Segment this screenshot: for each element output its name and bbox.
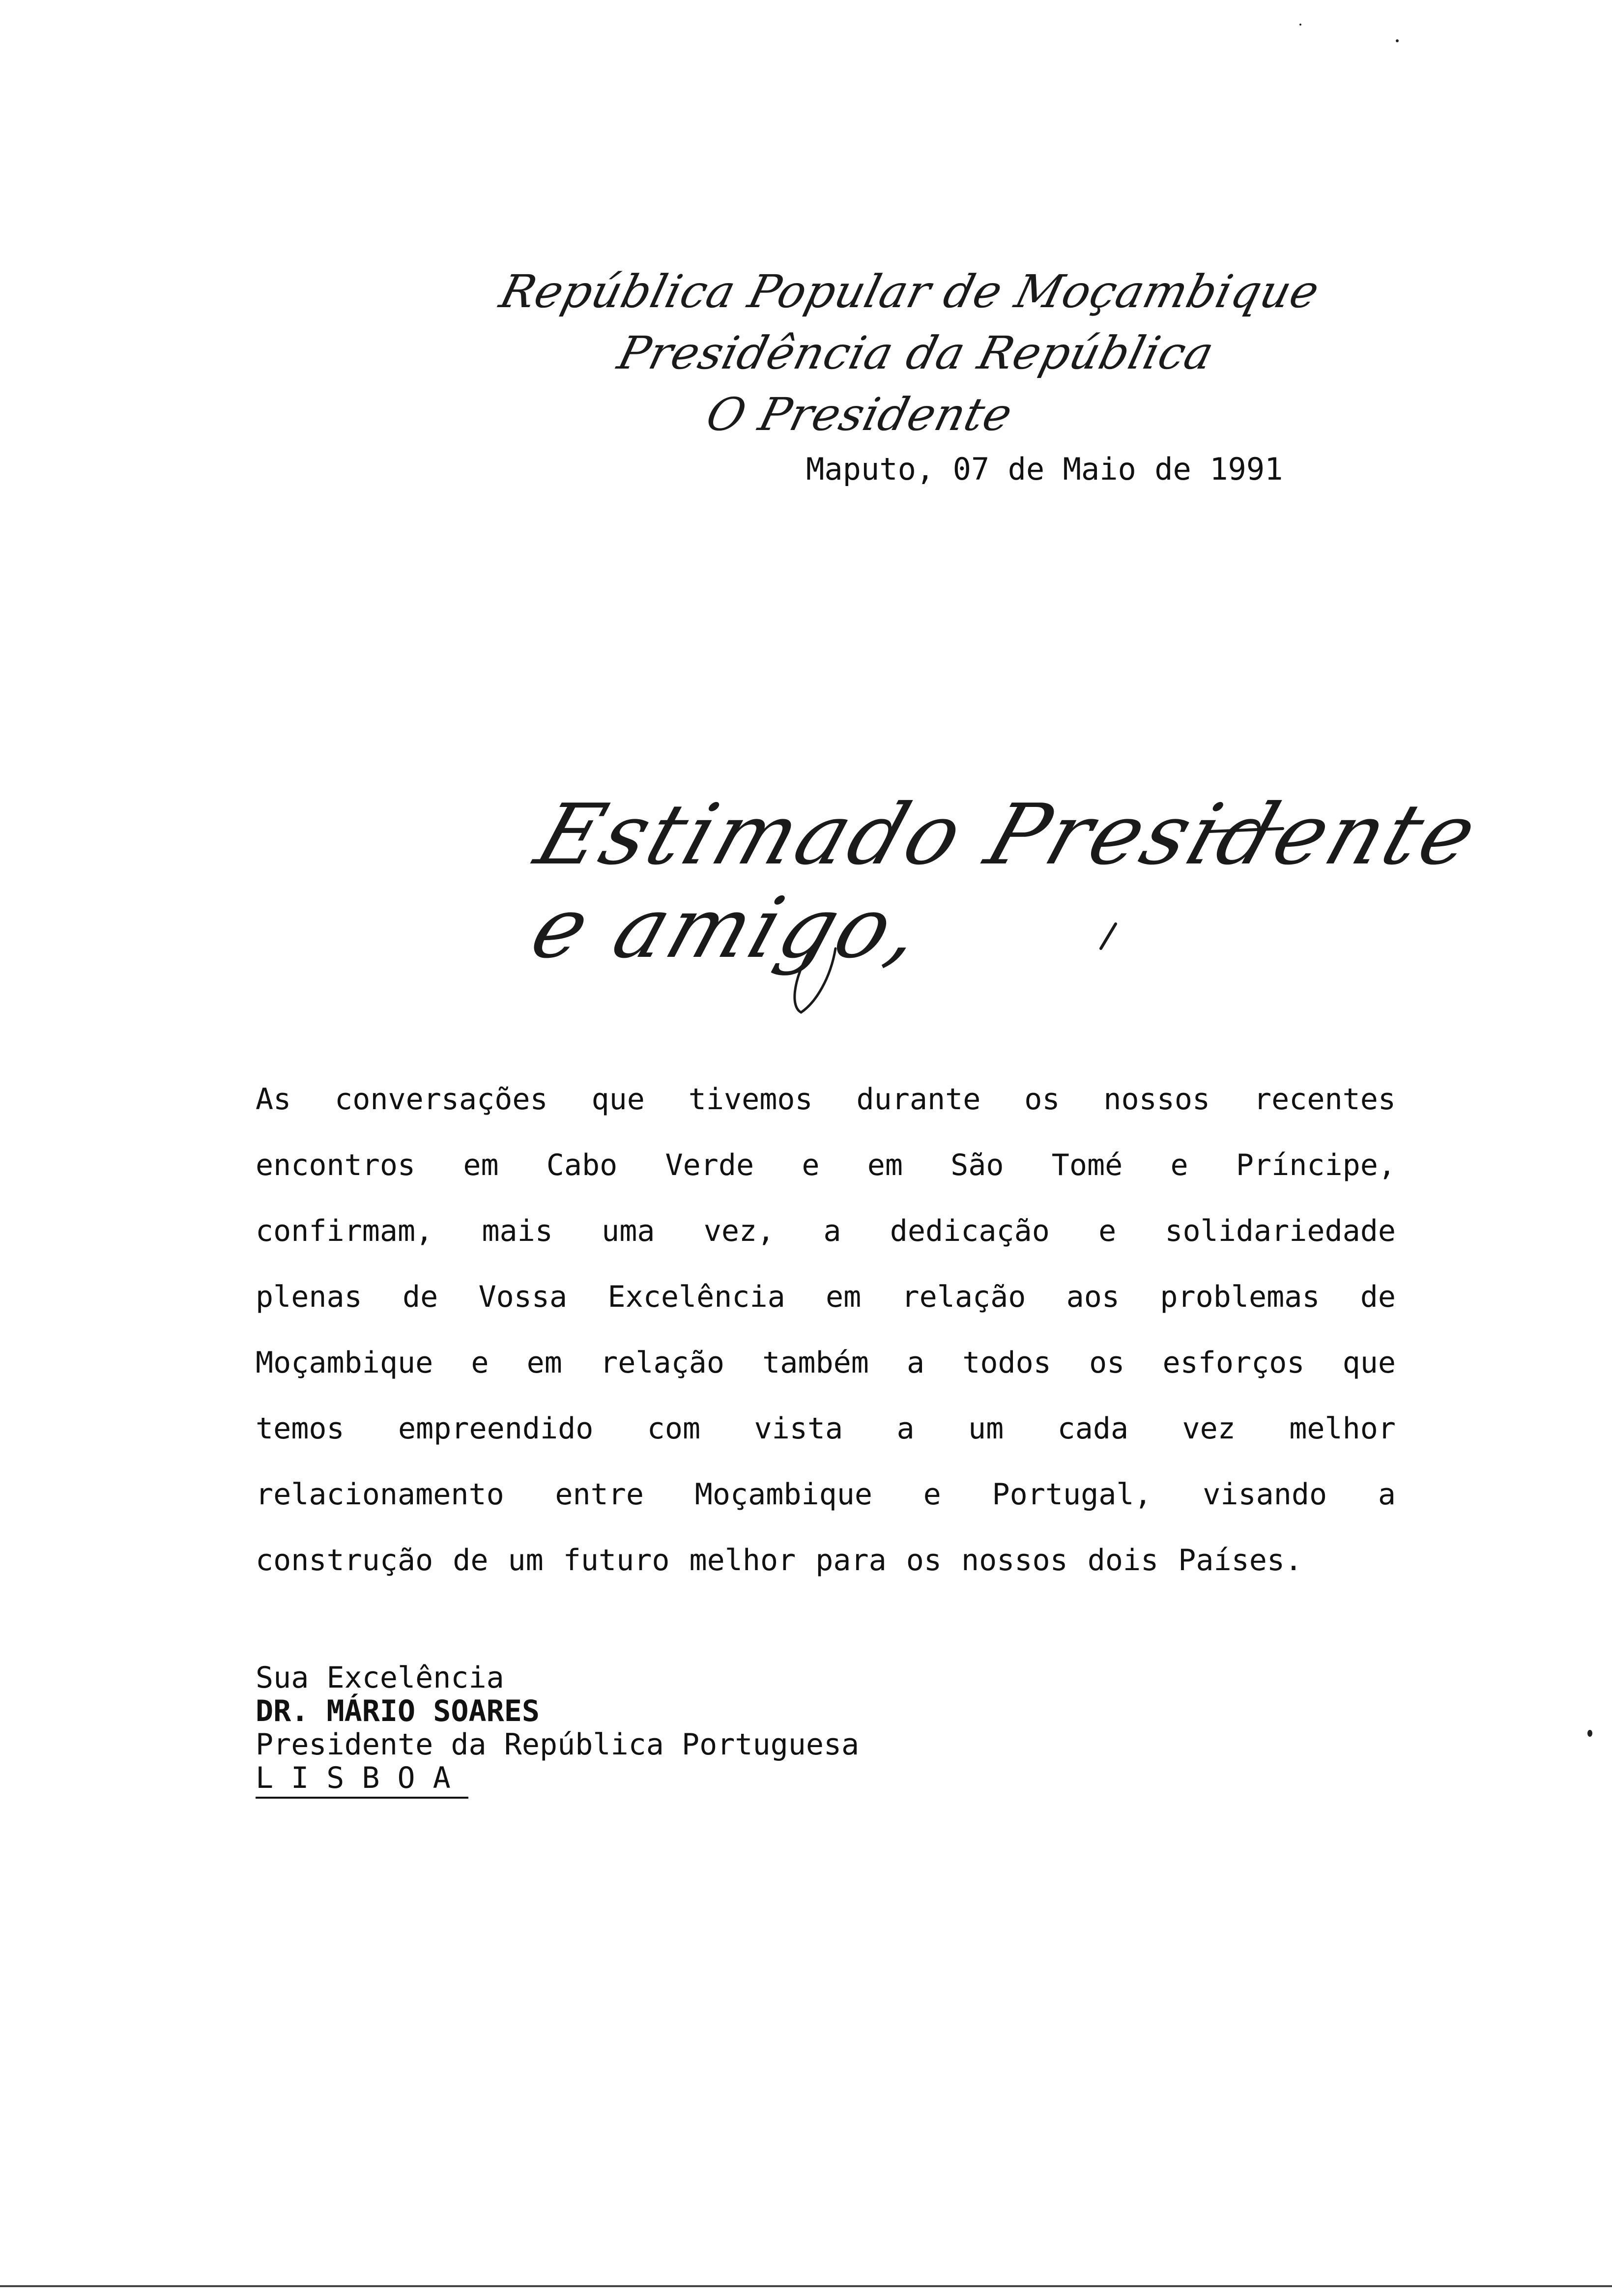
word: melhor bbox=[1289, 1411, 1396, 1446]
word: relação bbox=[901, 1280, 1026, 1314]
word: construção bbox=[256, 1543, 433, 1578]
body-line bbox=[256, 1264, 1396, 1330]
word: aos bbox=[1066, 1280, 1120, 1314]
handwritten-salutation bbox=[519, 786, 1491, 1022]
word: e bbox=[471, 1346, 489, 1380]
word: relacionamento bbox=[256, 1477, 504, 1512]
word: As bbox=[256, 1082, 291, 1117]
recipient-address bbox=[256, 1661, 859, 1795]
word: conversações bbox=[335, 1082, 548, 1117]
word: confirmam, bbox=[256, 1214, 433, 1248]
word: um bbox=[968, 1411, 1004, 1446]
word: Moçambique bbox=[256, 1346, 433, 1380]
word: de bbox=[403, 1280, 438, 1314]
word: com bbox=[647, 1411, 701, 1446]
word: em bbox=[463, 1148, 499, 1182]
body-line bbox=[256, 1198, 1396, 1264]
word: a bbox=[823, 1214, 841, 1248]
word: plenas bbox=[256, 1280, 362, 1314]
letterhead-country: República Popular de Moçambique bbox=[494, 265, 1325, 318]
word: a bbox=[896, 1411, 915, 1446]
scan-edge-line bbox=[0, 2285, 1612, 2287]
word: entre bbox=[555, 1477, 644, 1512]
word: temos bbox=[256, 1411, 345, 1446]
word: a bbox=[907, 1346, 925, 1380]
word: vista bbox=[754, 1411, 843, 1446]
salutation-line-2: e amigo, bbox=[519, 880, 937, 977]
word: a bbox=[1378, 1477, 1396, 1512]
word: problemas bbox=[1160, 1280, 1320, 1314]
body-line bbox=[256, 1066, 1396, 1132]
scan-speck bbox=[1396, 39, 1399, 42]
letter-body bbox=[256, 1066, 1396, 1593]
word: e bbox=[923, 1477, 941, 1512]
address-name: DR. MÁRIO SOARES bbox=[256, 1694, 540, 1728]
word: solidariedade bbox=[1165, 1214, 1396, 1248]
word: melhor bbox=[689, 1543, 796, 1578]
scan-speck bbox=[1299, 24, 1301, 26]
word: Países. bbox=[1178, 1543, 1303, 1578]
word: de bbox=[453, 1543, 489, 1578]
word: todos bbox=[962, 1346, 1051, 1380]
word: vez bbox=[1182, 1411, 1236, 1446]
word: futuro bbox=[563, 1543, 670, 1578]
word: cada bbox=[1057, 1411, 1129, 1446]
word: dois bbox=[1087, 1543, 1159, 1578]
word: relação bbox=[600, 1346, 724, 1380]
body-line bbox=[256, 1527, 1396, 1593]
letterhead-role: O Presidente bbox=[701, 388, 1018, 441]
address-honorific: Sua Excelência bbox=[256, 1661, 504, 1695]
word: Moçambique bbox=[694, 1477, 872, 1512]
word: e bbox=[802, 1148, 820, 1182]
word: nossos bbox=[961, 1543, 1068, 1578]
date-line: Maputo, 07 de Maio de 1991 bbox=[806, 451, 1283, 487]
word: em bbox=[867, 1148, 903, 1182]
word: e bbox=[1170, 1148, 1188, 1182]
word: em bbox=[825, 1280, 862, 1314]
word: Excelência bbox=[607, 1280, 785, 1314]
salutation-line-1: Estimado Presidente bbox=[524, 786, 1491, 884]
word: também bbox=[762, 1346, 869, 1380]
word: para bbox=[815, 1543, 887, 1578]
letterhead-office: Presidência da República bbox=[612, 327, 1219, 379]
word: vez, bbox=[703, 1214, 775, 1248]
word: Verde bbox=[665, 1148, 754, 1182]
word: de bbox=[1360, 1280, 1396, 1314]
word: Cabo bbox=[546, 1148, 618, 1182]
word: São bbox=[950, 1148, 1004, 1182]
word: Tomé bbox=[1051, 1148, 1123, 1182]
word: encontros bbox=[256, 1148, 416, 1182]
body-line bbox=[256, 1330, 1396, 1396]
word: Príncipe, bbox=[1236, 1148, 1396, 1182]
word: e bbox=[1098, 1214, 1117, 1248]
word: nossos bbox=[1103, 1082, 1210, 1117]
word: Vossa bbox=[478, 1280, 568, 1314]
word: empreendido bbox=[398, 1411, 594, 1446]
word: que bbox=[591, 1082, 645, 1117]
word: durante bbox=[856, 1082, 981, 1117]
word: tivemos bbox=[688, 1082, 813, 1117]
scan-speck bbox=[1587, 1730, 1592, 1737]
word: que bbox=[1342, 1346, 1396, 1380]
word: recentes bbox=[1253, 1082, 1396, 1117]
body-line bbox=[256, 1462, 1396, 1527]
word: os bbox=[1089, 1346, 1125, 1380]
word: uma bbox=[602, 1214, 655, 1248]
word: dedicação bbox=[890, 1214, 1050, 1248]
word: os bbox=[1024, 1082, 1060, 1117]
word: os bbox=[906, 1543, 942, 1578]
word: mais bbox=[482, 1214, 553, 1248]
address-city: LISBOA bbox=[256, 1761, 468, 1799]
word: em bbox=[526, 1346, 562, 1380]
body-line bbox=[256, 1396, 1396, 1462]
address-title: Presidente da República Portuguesa bbox=[256, 1727, 860, 1762]
word: Portugal, bbox=[992, 1477, 1152, 1512]
body-line bbox=[256, 1132, 1396, 1198]
word: visando bbox=[1203, 1477, 1327, 1512]
word: esforços bbox=[1162, 1346, 1305, 1380]
word: um bbox=[508, 1543, 544, 1578]
